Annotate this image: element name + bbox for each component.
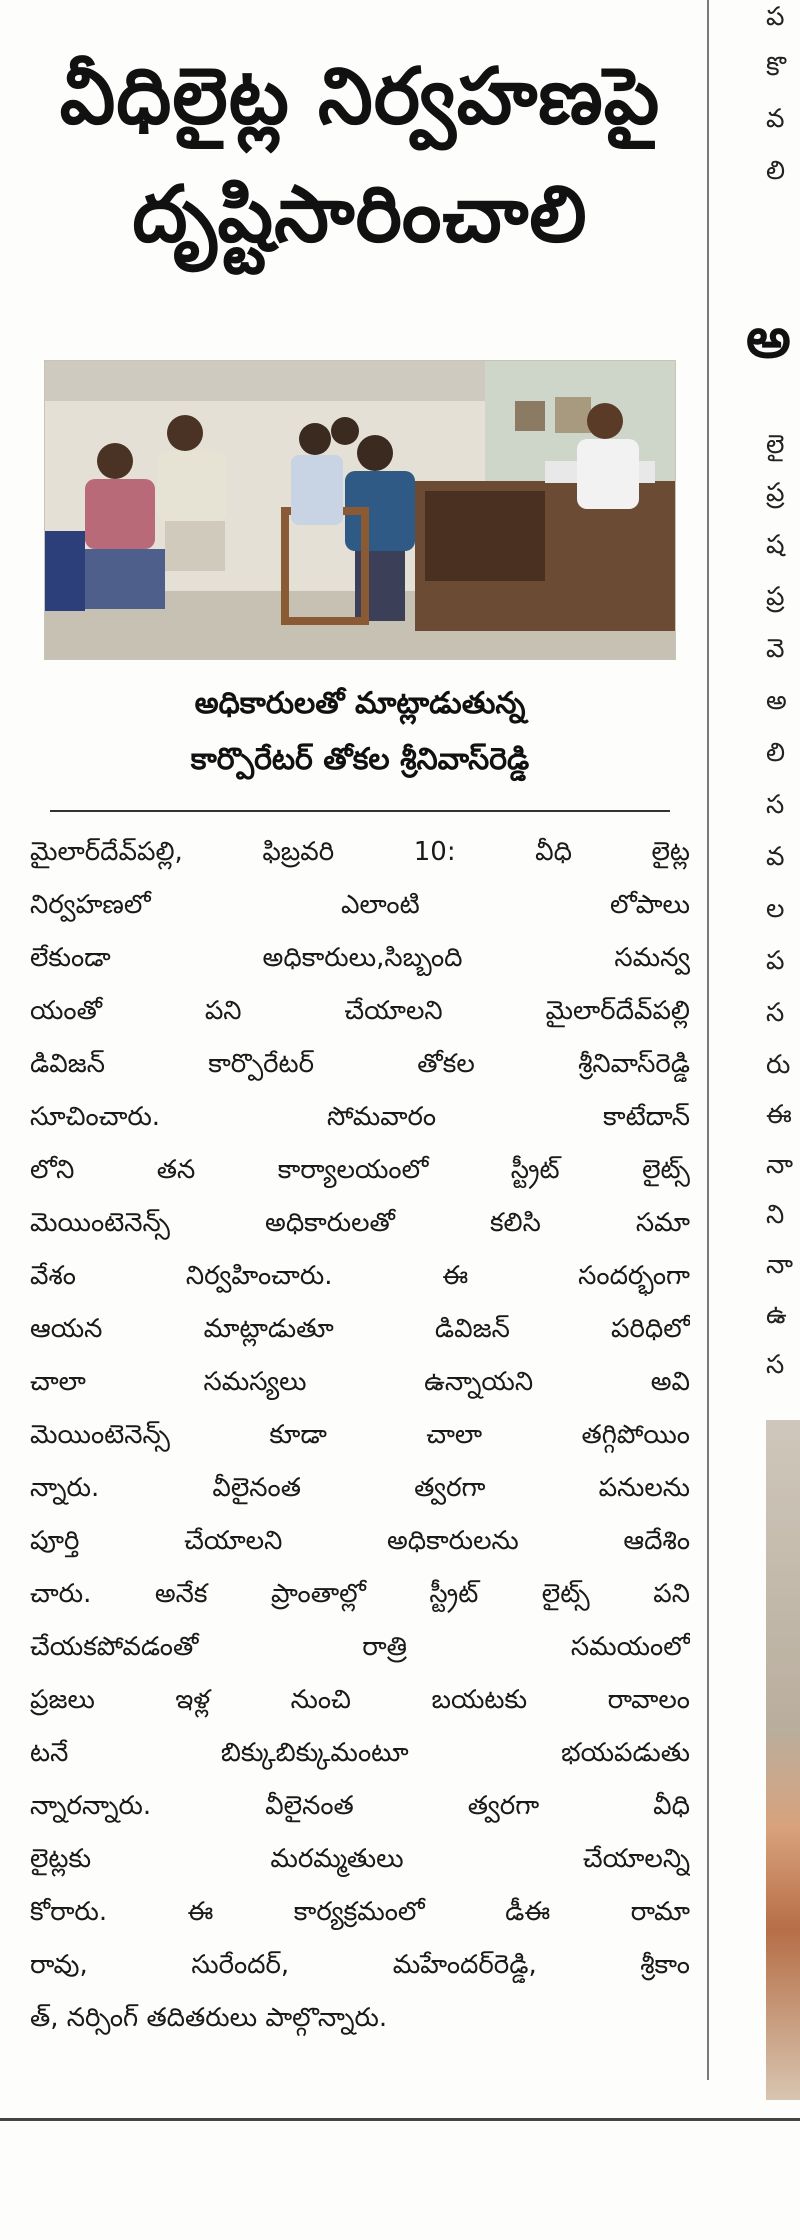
caption-line: అధికారులతో మాట్లాడుతున్న	[194, 686, 526, 721]
headline-line: వీధిలైట్ల నిర్వహణపై	[59, 52, 661, 142]
page-bottom-rule	[0, 2118, 800, 2121]
article-photo	[44, 360, 676, 660]
body-line: ప్రజలు ఇళ్ల నుంచి బయటకు రావాలం	[30, 1685, 690, 1715]
body-line: డివిజన్ కార్పొరేటర్ తోకల శ్రీనివాస్‌రెడ్డి	[30, 1049, 690, 1079]
side-glyph: ష	[766, 530, 785, 560]
side-glyph: ప్ర	[766, 582, 785, 612]
side-glyph: స	[766, 998, 785, 1028]
body-line: మెయింటెనెన్స్ కూడా చాలా తగ్గిపోయిం	[30, 1420, 690, 1450]
caption-divider	[50, 810, 670, 812]
side-glyph: వె	[766, 634, 785, 664]
body-line: చాలా సమస్యలు ఉన్నాయని అవి	[30, 1367, 690, 1397]
adjacent-column-clipped	[720, 0, 800, 2110]
body-line: రావు, సురేందర్, మహేందర్‌రెడ్డి, శ్రీకాం	[30, 1950, 690, 1980]
side-glyph: ఈ	[766, 1100, 792, 1130]
body-line: పూర్తి చేయాలని అధికారులను ఆదేశిం	[30, 1526, 690, 1556]
body-line: కోరారు. ఈ కార్యక్రమంలో డీఈ రామా	[30, 1897, 690, 1927]
article	[30, 0, 690, 2110]
body-line: టనే బిక్కుబిక్కుమంటూ భయపడుతు	[30, 1738, 690, 1768]
body-line: త్, నర్సింగ్ తదితరులు పాల్గొన్నారు.	[30, 2003, 388, 2033]
side-glyph: వ	[766, 104, 785, 134]
body-line: మెయింటెనెన్స్ అధికారులతో కలిసి సమా	[30, 1208, 690, 1238]
article-body	[30, 826, 690, 2045]
body-line: చారు. అనేక ప్రాంతాల్లో స్ట్రీట్ లైట్స్ పని	[30, 1579, 690, 1609]
body-line: చేయకపోవడంతో రాత్రి సమయంలో	[30, 1632, 690, 1662]
body-line: లేకుండా అధికారులు,సిబ్బంది సమన్వ	[30, 943, 690, 973]
caption-line: కార్పొరేటర్ తోకల శ్రీనివాస్‌రెడ్డి	[190, 742, 530, 777]
body-line: న్నారన్నారు. వీలైనంత త్వరగా వీధి	[30, 1791, 690, 1821]
side-photo	[766, 1420, 800, 2100]
side-glyph: లి	[766, 738, 786, 768]
side-glyph: ఉ	[766, 1300, 787, 1330]
side-glyph: వ	[766, 842, 785, 872]
body-line: లోని తన కార్యాలయంలో స్ట్రీట్ లైట్స్	[30, 1155, 690, 1185]
side-glyph: స	[766, 790, 785, 820]
body-line: యంతో పని చేయాలని మైలార్‌దేవ్‌పల్లి	[30, 996, 690, 1026]
side-glyph: లై	[766, 430, 785, 460]
column-divider	[707, 0, 709, 2080]
body-line: లైట్లకు మరమ్మతులు చేయాలన్ని	[30, 1844, 690, 1874]
meeting-photo-illustration	[45, 361, 676, 660]
body-line: మైలార్‌దేవ్‌పల్లి, ఫిబ్రవరి 10: వీధి లైట్ల	[30, 837, 690, 867]
side-glyph: ప	[766, 946, 785, 976]
body-line: సూచించారు. సోమవారం కాటేదాన్	[30, 1102, 690, 1132]
side-glyph: అ	[766, 686, 787, 716]
side-glyph: ప	[766, 2, 785, 32]
body-line: వేశం నిర్వహించారు. ఈ సందర్భంగా	[30, 1261, 690, 1291]
side-glyph: స	[766, 1350, 785, 1380]
headline-line: దృష్టిసారించాలి	[132, 170, 588, 260]
photo-caption	[30, 676, 690, 788]
side-heading-glyph: అ	[746, 306, 791, 371]
body-line: ఆయన మాట్లాడుతూ డివిజన్ పరిధిలో	[30, 1314, 690, 1344]
headline	[30, 38, 690, 274]
side-glyph: ప్ర	[766, 478, 785, 508]
side-glyph: నా	[766, 1150, 794, 1180]
body-line: న్నారు. వీలైనంత త్వరగా పనులను	[30, 1473, 690, 1503]
side-glyph: రు	[766, 1050, 791, 1080]
side-glyph: కొ	[766, 52, 787, 82]
side-glyph: ని	[766, 1200, 785, 1230]
body-line: నిర్వహణలో ఎలాంటి లోపాలు	[30, 890, 690, 920]
side-glyph: ల	[766, 894, 785, 924]
side-glyph: లి	[766, 156, 786, 186]
side-glyph: నా	[766, 1250, 794, 1280]
